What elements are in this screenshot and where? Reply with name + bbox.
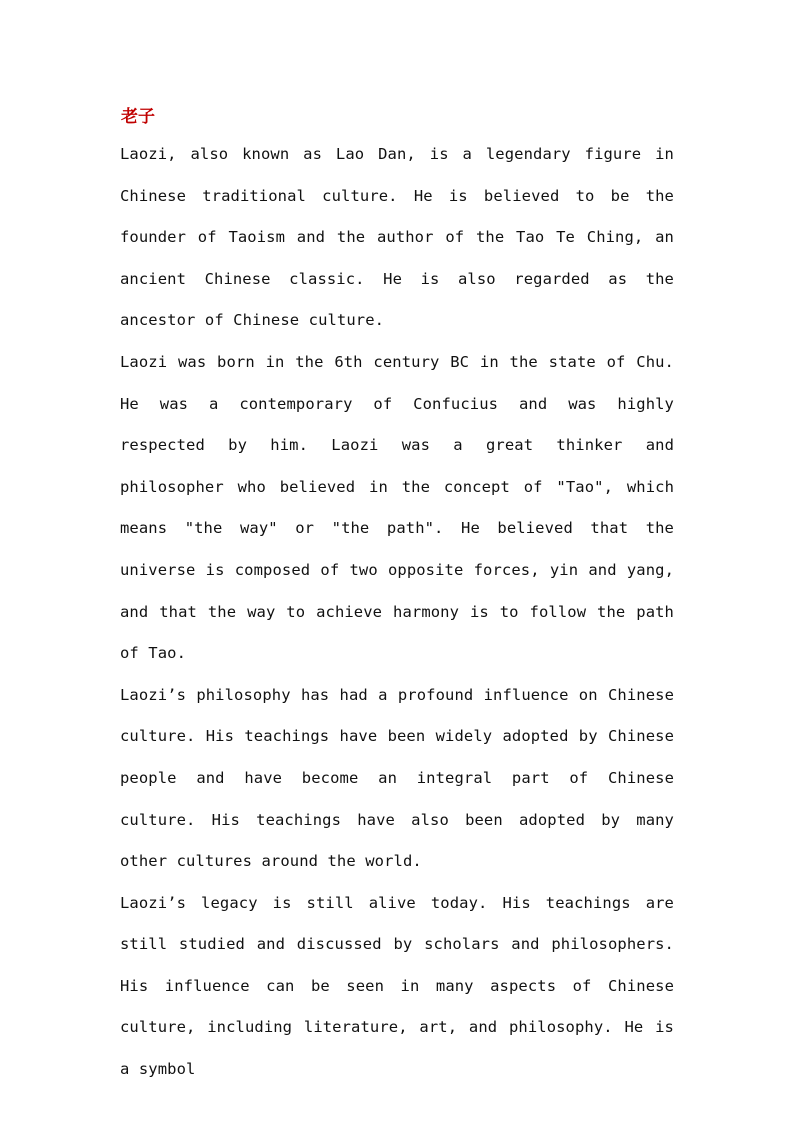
paragraph-influence: Laozi’s philosophy has had a profound influence on Chinese culture. His teachings have been widely adopted by Chinese people and have become an integral part of Chinese culture. His teachings have also been adopted by many other cultures around the world.	[120, 685, 674, 871]
document-title: 老子	[121, 107, 155, 127]
paragraph-legacy: Laozi’s legacy is still alive today. His teachings are still studied and discussed by scholars and philosophers. His influence can be seen in many aspects of Chinese culture, including literature, art, and philosophy. He is a symbol	[120, 893, 674, 1079]
document-page	[120, 100, 674, 1091]
paragraph-biography: Laozi was born in the 6th century BC in the state of Chu. He was a contemporary of Confucius and was highly respected by him. Laozi was a great thinker and philosopher who believed in the concept of "Tao", which means "the way" or "the path". He believed that the universe is composed of two opposite forces, yin and yang, and that the way to achieve harmony is to follow the path of Tao.	[120, 352, 674, 663]
paragraph-intro: Laozi, also known as Lao Dan, is a legendary figure in Chinese traditional culture. He is believed to be the founder of Taoism and the author of the Tao Te Ching, an ancient Chinese classic. He is also regarded as the ancestor of Chinese culture.	[120, 145, 674, 330]
